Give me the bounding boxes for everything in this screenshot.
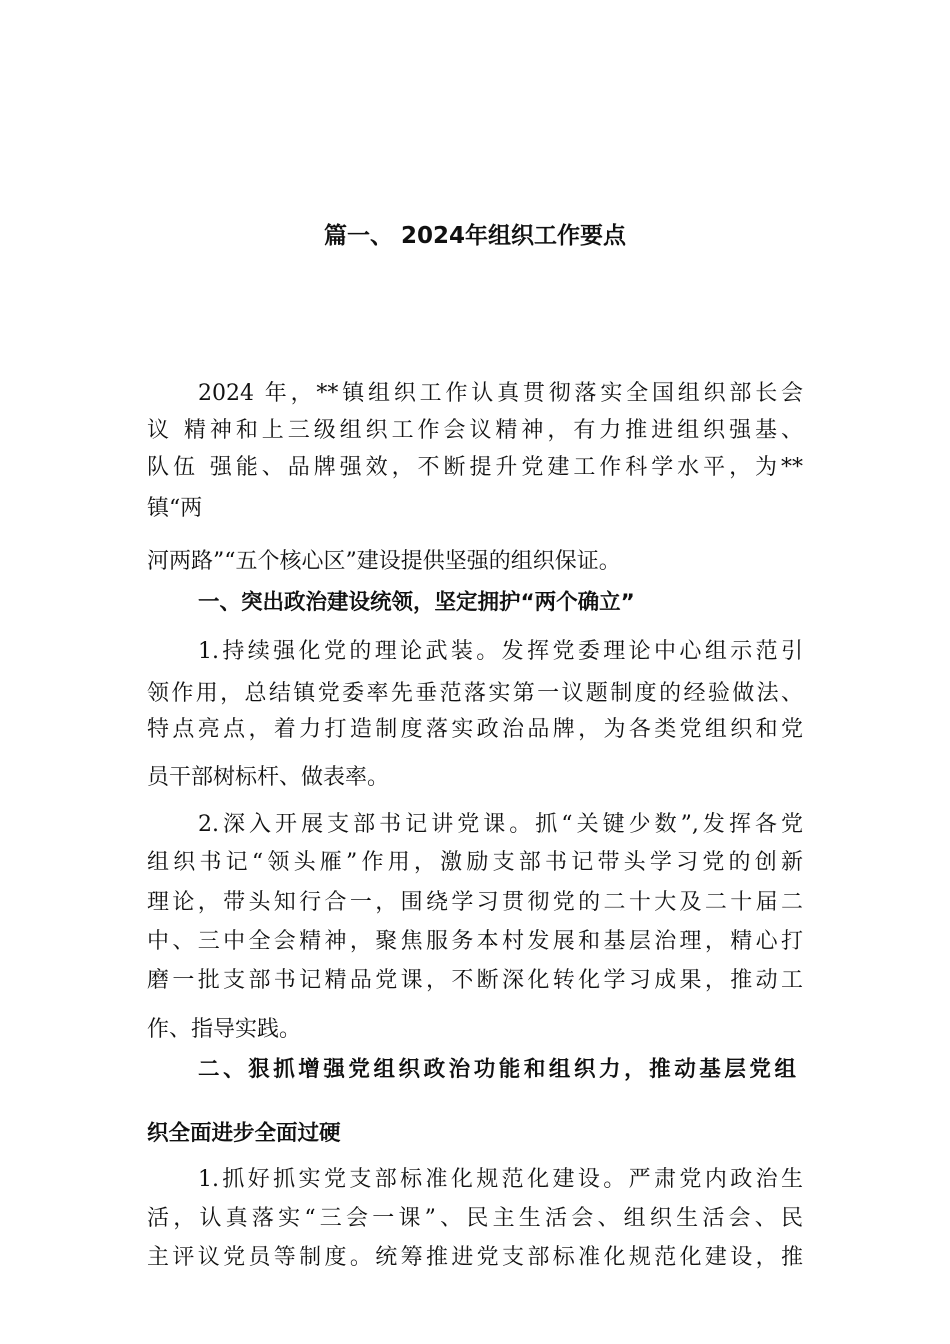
body-line-20: 活，认真落实“三会一课”、民主生活会、组织生活会、民 xyxy=(147,1206,803,1231)
body-line-7: 1.持续强化党的理论武装。发挥党委理论中心组示范引 xyxy=(198,639,803,664)
body-line-10: 员干部树标杆、做表率。 xyxy=(147,765,390,790)
body-line-4: 镇“两 xyxy=(147,496,203,521)
body-line-8: 领作用，总结镇党委率先垂范落实第一议题制度的经验做法、 xyxy=(147,681,803,706)
body-line-19: 1.抓好抓实党支部标准化规范化建设。严肃党内政治生 xyxy=(198,1167,803,1192)
body-line-5: 河两路”“五个核心区”建设提供坚强的组织保证。 xyxy=(147,549,621,574)
section-heading-2: 二、狠抓增强党组织政治功能和组织力，推动基层党组 xyxy=(198,1057,796,1082)
body-line-12: 组织书记“领头雁”作用，激励支部书记带头学习党的创新 xyxy=(147,850,803,875)
body-line-13: 理论，带头知行合一，围绕学习贯彻党的二十大及二十届二 xyxy=(147,890,803,915)
body-line-21: 主评议党员等制度。统筹推进党支部标准化规范化建设，推 xyxy=(147,1245,803,1270)
section-heading-1: 一、突出政治建设统领，坚定拥护“两个确立” xyxy=(198,590,635,615)
body-line-11: 2.深入开展支部书记讲党课。抓“关键少数”,发挥各党 xyxy=(198,812,803,837)
body-line-9: 特点亮点，着力打造制度落实政治品牌，为各类党组织和党 xyxy=(147,717,803,742)
body-line-16: 作、指导实践。 xyxy=(147,1017,302,1042)
body-line-3: 队伍 强能、品牌强效，不断提升党建工作科学水平，为** xyxy=(147,455,803,480)
document-title: 篇一、 2024年组织工作要点 xyxy=(323,223,627,249)
body-line-15: 磨一批支部书记精品党课，不断深化转化学习成果，推动工 xyxy=(147,968,803,993)
body-line-1: 2024 年，**镇组织工作认真贯彻落实全国组织部长会 xyxy=(198,381,803,406)
section-heading-2-cont: 织全面进步全面过硬 xyxy=(147,1121,341,1146)
body-line-14: 中、三中全会精神，聚焦服务本村发展和基层治理，精心打 xyxy=(147,929,803,954)
body-line-2: 议 精神和上三级组织工作会议精神，有力推进组织强基、 xyxy=(147,418,803,443)
